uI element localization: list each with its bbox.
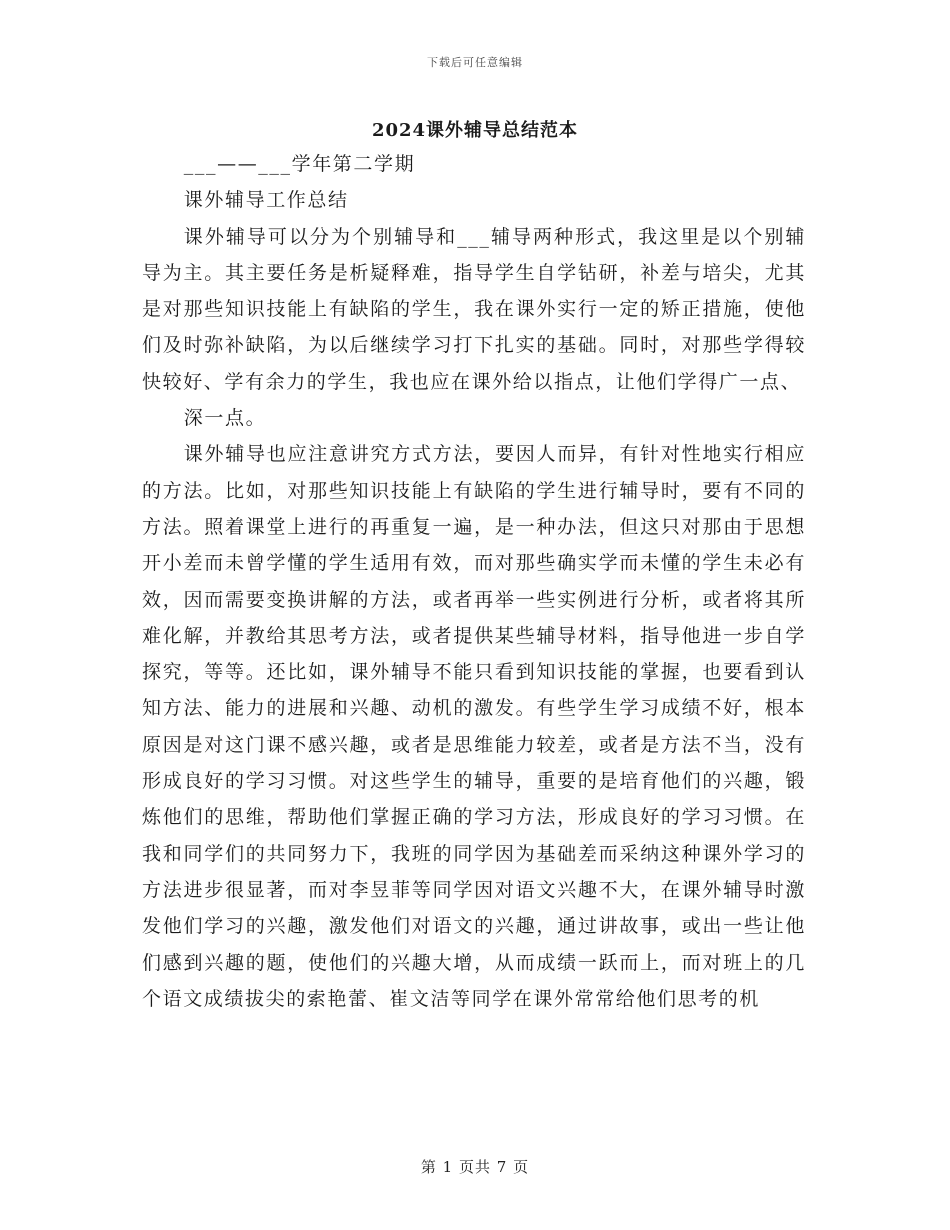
- document-body: [142, 146, 806, 1017]
- paragraph-subtitle: 课外辅导工作总结: [183, 189, 349, 212]
- page-header-note: 下载后可任意编辑: [427, 56, 523, 69]
- document-title: 2024课外辅导总结范本: [371, 120, 579, 141]
- paragraph-intro: 课外辅导可以分为个别辅导和___辅导两种形式，我这里是以个别辅导为主。其主要任务是析疑释难，指导学生自学钻研，补差与培尖，尤其是对那些知识技能上有缺陷的学生，我在课外实行一定的矫正措施，使他们及时弥补缺陷，为以后继续学习打下扎实的基础。同时，对那些学得较快较好、学有余力的学生，我也应在课外给以指点，让他们学得广一点、: [142, 225, 806, 393]
- paragraph-school-year: ___——___学年第二学期: [183, 153, 416, 175]
- paragraph-methods: 课外辅导也应注意讲究方式方法，要因人而异，有针对性地实行相应的方法。比如，对那些知识技能上有缺陷的学生进行辅导时，要有不同的方法。照着课堂上进行的再重复一遍，是一种办法，但这只对那由于思想开小差而未曾学懂的学生适用有效，而对那些确实学而未懂的学生未必有效，因而需要变换讲解的方法，或者再举一些实例进行分析，或者将其所难化解，并教给其思考方法，或者提供某些辅导材料，指导他进一步自学探究，等等。还比如，课外辅导不能只看到知识技能的掌握，也要看到认知方法、能力的进展和兴趣、动机的激发。有些学生学习成绩不好，根本原因是对这门课不感兴趣，或者是思维能力较差，或者是方法不当，没有形成良好的学习习惯。对这些学生的辅导，重要的是培育他们的兴趣，锻炼他们的思维，帮助他们掌握正确的学习方法，形成良好的学习习惯。在我和同学们的共同努力下，我班的同学因为基础差而采纳这种课外学习的方法进步很显著，而对李昱菲等同学因对语文兴趣不大，在课外辅导时激发他们学习的兴趣，激发他们对语文的兴趣，通过讲故事，或出一些让他们感到兴趣的题，使他们的兴趣大增，从而成绩一跃而上，而对班上的几个语文成绩拔尖的索艳蕾、崔文洁等同学在课外常常给他们思考的机: [142, 443, 806, 1010]
- paragraph-short: 深一点。: [183, 407, 267, 430]
- page-number: 第 1 页共 7 页: [420, 1158, 530, 1176]
